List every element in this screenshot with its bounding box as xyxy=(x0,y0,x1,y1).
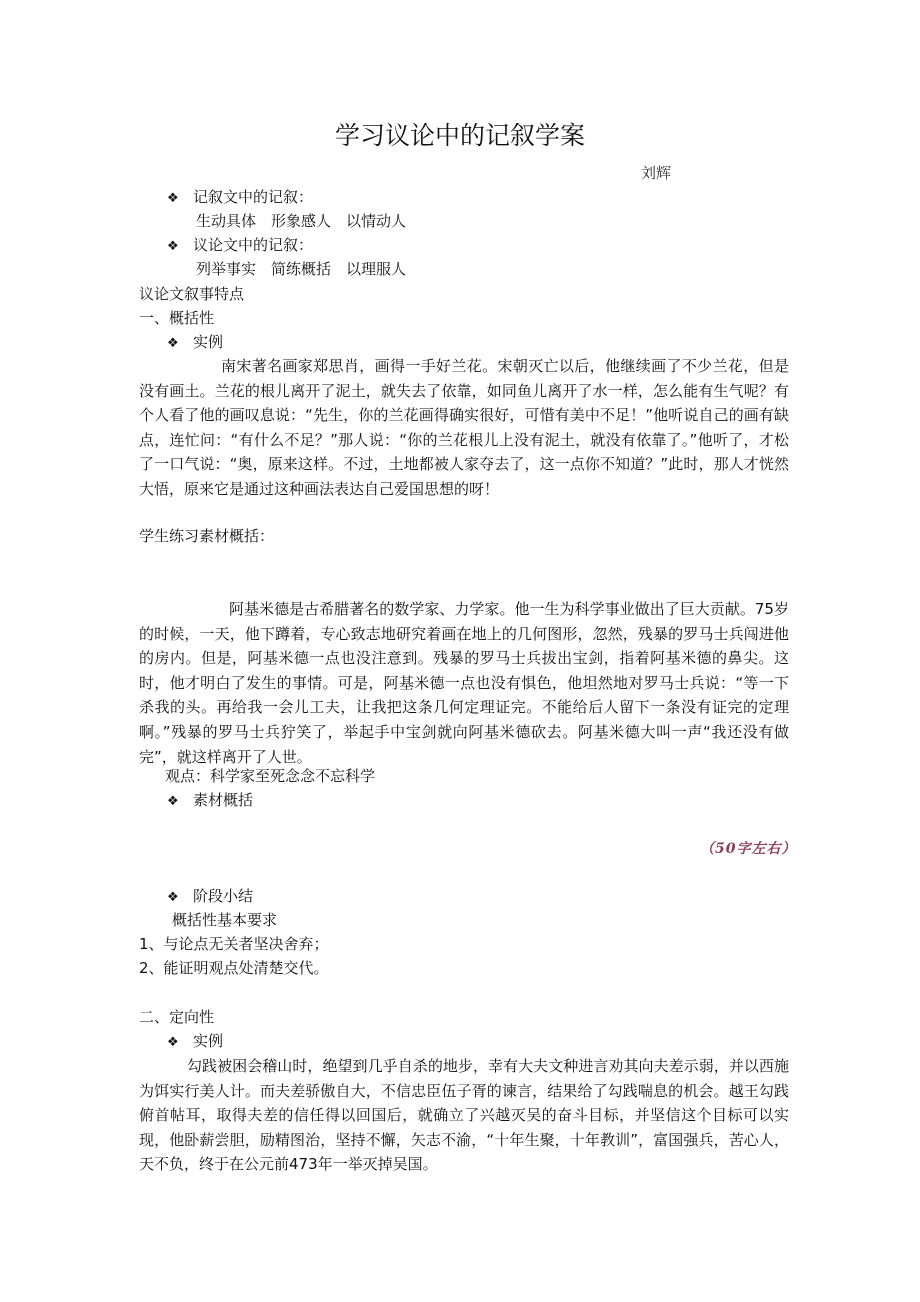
diamond-bullet-icon: ❖ xyxy=(167,336,179,351)
stage-summary-label: 阶段小结 xyxy=(193,887,254,905)
bullet-argument xyxy=(167,235,313,257)
example-label: 实例 xyxy=(193,333,224,351)
material-paragraph: 阿基米德是古希腊著名的数学家、力学家。他一生为科学事业做出了巨大贡献。75岁的时候，一天，他下蹲着，专心致志地研究着画在地上的几何图形，忽然，残暴的罗马士兵闯进他的房内。但是，阿基米德一点也没注意到。残暴的罗马士兵拔出宝剑，指着阿基米德的鼻尖。这时，他才明白了发生的事情。可是，阿基米德一点也没有惧色，他坦然地对罗马士兵说：“等一下杀我的头。再给我一会儿工夫，让我把这条几何定理证完。不能给后人留下一条没有证完的定理啊。”残暴的罗马士兵狞笑了，举起手中宝剑就向阿基米德砍去。阿基米德大叫一声“我还没有做完”，就这样离开了人世。 xyxy=(139,600,789,766)
argument-traits: 列举事实 简练概括 以理服人 xyxy=(196,260,407,278)
practice-label: 学生练习素材概括： xyxy=(139,527,275,545)
document-title: 学习议论中的记叙学案 xyxy=(334,121,585,150)
requirement-1: 1、与论点无关者坚决舍弃； xyxy=(139,935,329,953)
argument-heading: 议论文中的记叙： xyxy=(193,236,314,254)
diamond-bullet-icon: ❖ xyxy=(167,239,179,254)
word-count-hint: （50字左右） xyxy=(700,841,797,857)
diamond-bullet-icon: ❖ xyxy=(167,890,179,905)
bullet-stage-summary xyxy=(167,886,253,908)
diamond-bullet-icon: ❖ xyxy=(167,1035,179,1050)
bullet-example-1 xyxy=(167,332,223,354)
example-paragraph-2: 勾践被困会稽山时，绝望到几乎自杀的地步，幸有大夫文种进言劝其向夫差示弱，并以西施为饵实行美人计。而夫差骄傲自大，不信忠臣伍子胥的谏言，结果给了勾践喘息的机会。越王勾践俯首帖耳，取得夫差的信任得以回国后，就确立了兴越灭吴的奋斗目标，并坚信这个目标可以实现，他卧薪尝胆，励精图治，坚持不懈，矢志不渝，“十年生聚，十年教训”，富国强兵，苦心人，天不负，终于在公元前473年一举灭掉吴国。 xyxy=(139,1057,789,1174)
example-label: 实例 xyxy=(193,1032,224,1050)
requirement-2: 2、能证明观点处清楚交代。 xyxy=(139,959,329,977)
bullet-example-2 xyxy=(167,1031,223,1053)
requirements-heading: 概括性基本要求 xyxy=(172,911,278,929)
bullet-narrative xyxy=(167,187,313,209)
diamond-bullet-icon: ❖ xyxy=(167,794,179,809)
narrative-heading: 记叙文中的记叙： xyxy=(193,188,314,206)
features-heading: 议论文叙事特点 xyxy=(139,285,245,303)
example-paragraph-1: 南宋著名画家郑思肖，画得一手好兰花。宋朝灭亡以后，他继续画了不少兰花，但是没有画土。兰花的根儿离开了泥土，就失去了依靠，如同鱼儿离开了水一样，怎么能有生气呢？有个人看了他的画叹息说：“先生，你的兰花画得确实很好，可惜有美中不足！”他听说自己的画有缺点，连忙问：“有什么不足？”那人说：“你的兰花根儿上没有泥土，就没有依靠了。”他听了，才松了一口气说：“奥，原来这样。不过，土地都被人家夺去了，这一点你不知道？”此时，那人才恍然大悟，原来它是通过这种画法表达自己爱国思想的呀！ xyxy=(139,357,789,498)
diamond-bullet-icon: ❖ xyxy=(167,191,179,206)
narrative-traits: 生动具体 形象感人 以情动人 xyxy=(196,212,407,230)
section2-heading: 二、定向性 xyxy=(139,1008,215,1026)
summary-label: 素材概括 xyxy=(193,791,254,809)
bullet-summary xyxy=(167,790,253,812)
author-name: 刘辉 xyxy=(641,164,672,182)
viewpoint: 观点：科学家至死念念不忘科学 xyxy=(165,767,376,785)
section1-heading: 一、概括性 xyxy=(139,309,215,327)
